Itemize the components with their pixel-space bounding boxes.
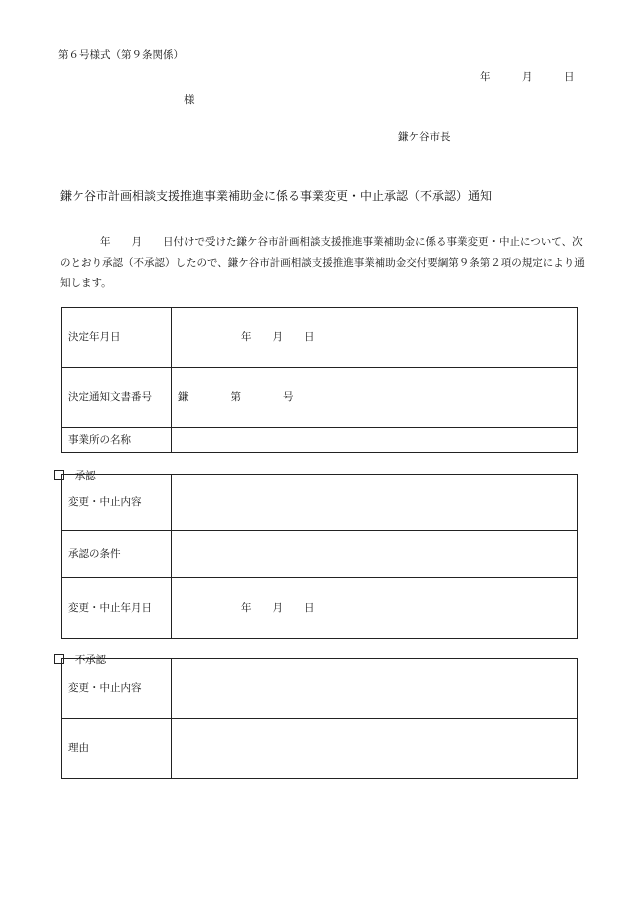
row-label: 承認の条件 — [62, 531, 172, 578]
change-date-field[interactable]: 年 月 日 — [172, 578, 578, 639]
issue-date: 年 月 日 — [480, 71, 575, 83]
approval-table — [61, 474, 578, 639]
table-row — [62, 659, 578, 719]
issuer-name: 鎌ケ谷市長 — [398, 131, 451, 143]
decision-date-field[interactable]: 年 月 日 — [172, 308, 578, 368]
document-title: 鎌ケ谷市計画相談支援推進事業補助金に係る事業変更・中止承認（不承認）通知 — [60, 189, 493, 203]
form-number: 第６号様式（第９条関係） — [58, 49, 184, 61]
row-label: 決定年月日 — [62, 308, 172, 368]
table-row — [62, 368, 578, 428]
document-number-field[interactable]: 鎌 第 号 — [172, 368, 578, 428]
row-label: 理由 — [62, 719, 172, 779]
table-row — [62, 578, 578, 639]
disapproval-label: 不承認 — [74, 653, 107, 666]
change-content-field[interactable] — [172, 659, 578, 719]
decision-table — [61, 307, 578, 453]
table-row — [62, 475, 578, 531]
approval-conditions-field[interactable] — [172, 531, 578, 578]
body-paragraph — [60, 232, 585, 294]
row-label: 変更・中止内容 — [62, 475, 172, 531]
body-text: 年 月 日付けで受けた鎌ケ谷市計画相談支援推進事業補助金に係る事業変更・中止について、次のとおり承認（不承認）したので、鎌ケ谷市計画相談支援推進事業補助金交付要綱第９条第２項の規定により通知します。 — [60, 236, 585, 289]
addressee: 様 — [184, 94, 195, 106]
approval-label: 承認 — [74, 469, 96, 482]
office-name-field[interactable] — [172, 428, 578, 453]
row-label: 決定通知文書番号 — [62, 368, 172, 428]
change-content-field[interactable] — [172, 475, 578, 531]
table-row — [62, 719, 578, 779]
row-label: 変更・中止年月日 — [62, 578, 172, 639]
reason-field[interactable] — [172, 719, 578, 779]
table-row — [62, 308, 578, 368]
row-label: 事業所の名称 — [62, 428, 172, 453]
table-row — [62, 428, 578, 453]
disapproval-table — [61, 658, 578, 779]
table-row — [62, 531, 578, 578]
row-label: 変更・中止内容 — [62, 659, 172, 719]
